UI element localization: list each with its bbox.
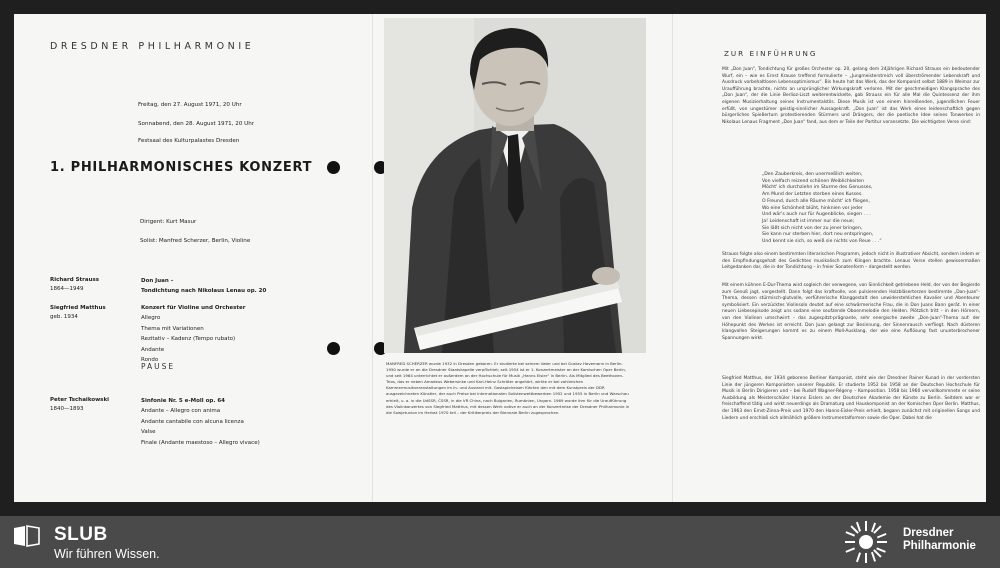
movement: Allegro — [141, 315, 161, 322]
portrait-illustration — [384, 18, 646, 353]
verse-line: Möcht' ich durchziehn im Sturme des Genusses, — [762, 185, 873, 191]
philharmonie-line-2: Philharmonie — [903, 540, 976, 552]
verse-line: Und kennt sie sich, so weiß sie nichts von Reue . . .“ — [762, 239, 882, 245]
verse-line: Wo eine Schönheit blüht, hinknien vor jeder — [762, 205, 863, 211]
composer-years: 1864—1949 — [50, 286, 84, 292]
philharmonie-emblem-icon — [842, 519, 890, 565]
verse-line: Sie läßt sich nicht von der zu jener bringen, — [762, 225, 863, 231]
composer-name: Peter Tschaikowski — [50, 397, 110, 403]
venue-line: Festsaal des Kulturpalastes Dresden — [138, 138, 240, 144]
soloist-credit: Solist: Manfred Scherzer, Berlin, Violine — [140, 238, 251, 244]
work-violin-concerto — [141, 303, 245, 365]
soloist-photo — [384, 18, 646, 353]
movement: Thema mit Variationen — [141, 325, 204, 332]
composer-strauss — [50, 276, 99, 294]
verse-line: O Freund, durch alle Räume möcht' ich fliegen, — [762, 198, 870, 204]
movement: Andante – Allegro con anima — [141, 408, 221, 415]
composer-matthus — [50, 304, 106, 322]
punch-hole — [327, 161, 340, 174]
conductor-credit: Dirigent: Kurt Masur — [140, 219, 197, 225]
intermission-label: PAUSE — [141, 362, 176, 371]
movement: Rezitativ – Kadenz (Tempo rubato) — [141, 336, 236, 343]
introduction-heading: ZUR EINFÜHRUNG — [724, 49, 818, 58]
concert-title: 1. PHILHARMONISCHES KONZERT — [50, 160, 313, 175]
composer-name: Richard Strauss — [50, 277, 100, 283]
movement: Rondo — [141, 357, 159, 364]
composer-name: Siegfried Matthus — [50, 305, 106, 311]
verse-line: Sie kann nur sterben hier, dort neu entspringen, — [762, 232, 874, 238]
philharmonie-line-1: Dresdner — [903, 527, 954, 539]
work-title: Sinfonie Nr. 5 e-Moll op. 64 — [141, 398, 225, 404]
intro-paragraph-4: Siegfried Matthus, der 1934 geborene Berliner Komponist, steht wie der Dresdner Rainer Kunad in der vordersten Linie der jüngeren Komponisten unserer Republik. Er studierte 1952 bis 1958 an der Deutschen Hochschule für Musik in Berlin Dirigieren und – bei Rudolf Wagner-Régeny – Komposition. 1958 bis 1960 vervollkommnete er seine Ausbildung als Meisterschüler Hanns Eislers an der Deutschen Akademie der Künste zu Berlin. Seitdem war er freischaffend tätig und wirkt neuerdings als Dramaturg und Hauskomponist an der Komischen Oper Berlin. Matthus, der 1963 den Ernst-Zinna-Preis und 1970 den Hanns-Eisler-Preis erhielt, begann zunächst mit originellen Songs und Liedern und erschloß sich allmählich größere Instrumentalformen sowie die Oper. Dabei hat die — [722, 376, 980, 421]
intro-paragraph-2: Strauss folgte also einem bestimmten literarischen Programm, jedoch nicht in illustrativer Absicht, sondern indem er den Empfindungsgehalt des Gedichtes musikalisch zum Klingen brachte. Lenaus Verse stellen gewissermaßen Leitgedanken dar, die in der Tondichtung – in freier Sonatenform – dargestellt werden. — [722, 252, 980, 271]
orchestra-name: DRESDNER PHILHARMONIE — [50, 41, 255, 52]
work-title: Don Juan – — [141, 278, 174, 284]
composer-years: geb. 1934 — [50, 314, 78, 320]
work-title: Konzert für Violine und Orchester — [141, 305, 246, 311]
fold-line — [372, 14, 373, 502]
soloist-biography: MANFRED SCHERZER wurde 1932 in Dresden geboren. Er studierte bei seinem Vater und bei Gustav Havemann in Berlin. 1950 wurde er an die Dresdner Staatskapelle verpflichtet; seit 1954 ist er 1. Konzertmeister an der Komischen Oper Berlin, und seit 1964 unterrichtet er außerdem an der Hochschule für Musik „Hanns Eisler“ in Berlin. Als Mitglied des Beethoven-Trios, das er neben Amadeus Webersinke und Karl-Heinz Schröter angehört, wirkte er bei zahlreichen Kammermusikveranstaltungen im In- und Ausland mit. Gastspielreisen führten den mit dem Kunstpreis der DDR ausgezeichneten Künstler, der auch Preise bei internationalen Solistenwettbewerben 1952 und 1955 in Berlin und Warschau erhielt, u. a. in die UdSSR, ČSSR, in die VR China, nach Bulgarien, Rumänien, Ungarn. 1969 wurde ihm für die Uraufführung des Violinkonzertes von Siegfried Matthus, mit dessen Werk votive er auch an der Konzertreise der Dresdner Philharmonie in die Sowjetunion im Herbst 1970 teil – der Kritikerpreis der Biennale Berlin zugesprochen. — [386, 361, 630, 415]
slub-book-icon — [13, 525, 40, 547]
fold-line — [672, 14, 673, 502]
work-symphony-5 — [141, 396, 260, 448]
verse-line: Ja! Leidenschaft ist immer nur die neue; — [762, 218, 855, 224]
lenau-verse — [762, 172, 962, 246]
work-don-juan — [141, 276, 266, 297]
date-line-2: Sonnabend, den 28. August 1971, 20 Uhr — [138, 121, 255, 127]
work-subtitle: Tondichtung nach Nikolaus Lenau op. 20 — [141, 288, 267, 295]
slub-logo-text: SLUB — [54, 524, 108, 545]
intro-paragraph-1: Mit „Don Juan“, Tondichtung für großes Orchester op. 20, gelang dem 24jährigen Richard Strauss ein bedeutender Wurf, ein – wie es Ernst Krause treffend formulierte – „Jungmeisterstreich voll überströmender Lebenskraft und Ausdruck vorbehaltlosen Lebensoptimismus“. Bis heute hat das Werk, das der Komponist selbst 1889 in Weimar zur Uraufführung brachte, nichts an ursprünglicher Wirkungskraft verloren. Mit der geschmeidigen Klangsprache des „Don Juan“, der die Linie Berlioz-Liszt weiterentwickelte, gab Strauss ein für alle Mal die Quintessenz der ihm eigenen Musizierhaltung seines Instrumentalstils. Diese Musik ist von einem hinreißenden, jugendlichen Feuer erfüllt, von ungestümer geistig-sinnlicher Aussagekraft. „Don Juan“ ist das Werk eines leidenschaftlich gegen bürgerliches Spießertum protestierenden Stürmers und Drängers, der die poetische Idee seines Tonwerkes in Nikolaus Lenaus Fragment „Don Juan“ fand, aus dem er Teile der Partitur voransetzte. Die wichtigsten Verse sind: — [722, 67, 980, 125]
verse-line: „Den Zauberkreis, den unermeßlich weiten, — [762, 172, 863, 177]
date-line-1: Freitag, den 27. August 1971, 20 Uhr — [138, 102, 242, 108]
verse-line: Von vielfach reizend schönen Weiblichkeiten — [762, 178, 864, 184]
movement: Valse — [141, 429, 156, 436]
movement: Finale (Andante maestoso – Allegro vivace) — [141, 439, 260, 446]
movement: Andante cantabile con alcuna licenza — [141, 418, 244, 425]
composer-years: 1840—1893 — [50, 406, 84, 412]
intro-paragraph-3: Mit einem kühnen E-Dur-Thema wird sogleich der verwegene, von Sinnlichkeit getriebene Held, der von der Begierde zum Genuß jagt, vorgestellt. Dann folgt das kraftvolle, von pulsierenden Holzbläserterzen bestimmte „Don-Juan“-Thema, dessen stürmisch-glutvolle, verführerische Klanggestalt den unwiderstehlichen Kavalier und Abenteurer symbolisiert. Ein verzücktes Violinsolo deutet auf eine schwärmerische Frau, die in Don Juans Bann gerät. In einer neuen Liebesepisode zeigt uns sodann eine seufzende Oboenmelodie den Helden. Plötzlich tritt – in den Hörnern, von den Violinen umschwirrt – das zugespitzt-prägnante, sehr energische zweite „Don-Juan“-Thema auf: der Höhepunkt des Werkes ist erreicht. Don Juan gelangt zur Besinnung, der Sinnenrausch verfliegt. Nach düsteren klangvollen Steigerungen kommt es zu einem Moll-Ausklang, der wie eine Auflösung fast ununterbrochener Spannungen wirkt. — [722, 283, 980, 341]
verse-line: Am Mund der Letzten sterben eines Kusses. — [762, 192, 863, 198]
verse-line: Und wär's auch nur für Augenblicke, siegen . . . — [762, 212, 871, 218]
movement: Andante — [141, 346, 165, 353]
composer-tschaikowski — [50, 396, 109, 414]
punch-hole — [327, 342, 340, 355]
philharmonie-logo-text — [903, 527, 976, 553]
slub-slogan: Wir führen Wissen. — [54, 547, 160, 561]
